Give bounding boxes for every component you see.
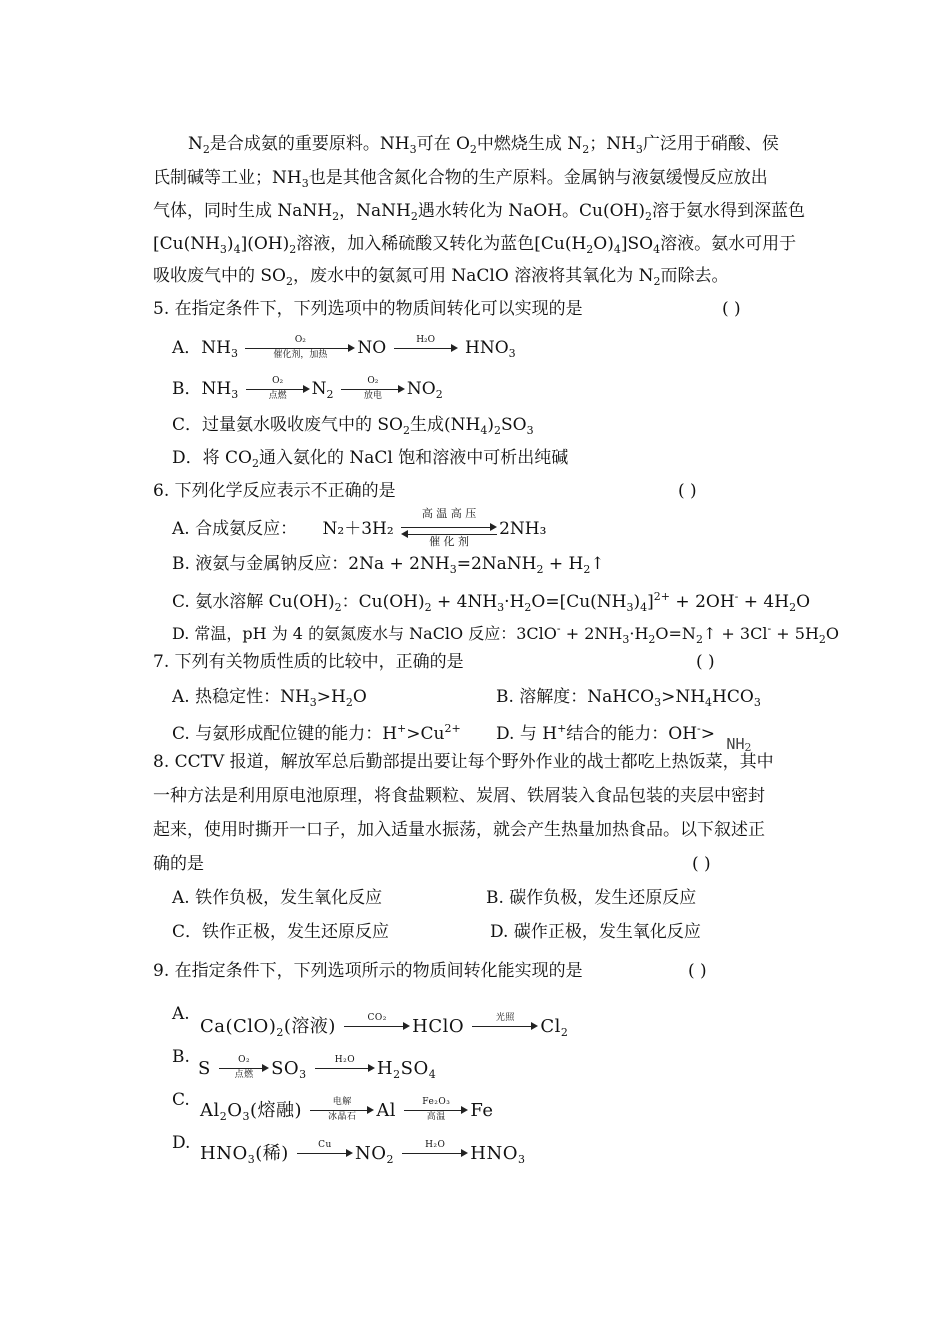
passage-line-3: 气体，同时生成 NaNH$_2$，NaNH$_2$遇水转化为 NaOH。$Cu(OH)_2$溶于氨水得到深蓝色: [153, 201, 806, 223]
q5-option-b: B．$NH_3$ O₂ 点燃 $N_2$ O₂ 放电 $NO_2$: [172, 375, 443, 401]
arrow: 光照: [472, 1016, 538, 1038]
q6-option-a: A. 合成氨反应： N₂＋3H₂ 高 温 高 压 催 化 剂 2NH₃: [172, 506, 547, 548]
q7-option-d: D. 与 H+结合的能力：$OH^-> NH_2$: [496, 722, 752, 754]
q7-option-a: A. 热稳定性：$NH_3>H_2O$: [172, 687, 367, 709]
arrow: H₂O: [402, 1143, 468, 1165]
arrow: H₂O: [315, 1058, 375, 1080]
q6-stem: 6. 下列化学反应表示不正确的是: [153, 481, 396, 501]
q9-option-d-label: D.: [172, 1133, 191, 1153]
q8-line-3: 起来，使用时撕开一口子，加入适量水振荡，就会产生热量加热食品。以下叙述正: [153, 820, 765, 840]
q5-stem: 5. 在指定条件下，下列选项中的物质间转化可以实现的是: [153, 299, 583, 319]
passage-line-4: $[Cu(NH_3)_4](OH)_2$溶液，加入稀硫酸又转化为蓝色$[Cu(H_2O)_4]SO_4$溶液。氨水可用于: [153, 234, 797, 256]
q9-stem: 9. 在指定条件下，下列选项所示的物质间转化能实现的是: [153, 961, 583, 981]
q7-stem: 7. 下列有关物质性质的比较中，正确的是: [153, 652, 464, 672]
passage-line-5: 吸收废气中的 $SO_2$，废水中的氨氮可用 NaClO 溶液将其氧化为 $N_2$而除去。: [153, 266, 729, 288]
q8-line-1: 8. CCTV 报道，解放军总后勤部提出要让每个野外作业的战士都吃上热饭菜，其中: [153, 752, 774, 772]
q9-option-b-label: B.: [172, 1047, 190, 1067]
q9-option-d: $HNO_3$(稀) Cu $NO_2$ H₂O $HNO_3$: [200, 1140, 526, 1166]
q9-answer-paren: ( ): [688, 961, 707, 981]
q6-option-b: B. 液氨与金属钠反应：$2Na + 2NH_3=2NaNH_2$ + $H_2↑$: [172, 554, 605, 576]
q7-option-b: B. 溶解度：$NaHCO_3>NH_4HCO_3$: [496, 687, 761, 709]
q9-option-a-label: A.: [172, 1004, 190, 1024]
q9-option-c: $Al_2O_3$(熔融) 电解 冰晶石 Al Fe₂O₃ 高温 Fe: [200, 1097, 494, 1123]
arrow: Cu: [297, 1143, 353, 1165]
q5-option-a: A．$NH_3$ O₂ 催化剂，加热 NO H₂O $HNO_3$: [172, 334, 516, 360]
passage-line-1: $N_2$是合成氨的重要原料。$NH_3$可在 $O_2$中燃烧生成 $N_2$；$NH_3$广泛用于硝酸、侯: [188, 134, 779, 156]
q7-option-c: C. 与氨形成配位键的能力：$H^+>Cu^{2+}$: [172, 722, 461, 744]
q8-line-2: 一种方法是利用原电池原理，将食盐颗粒、炭屑、铁屑装入食品包装的夹层中密封: [153, 786, 765, 806]
passage-line-2: 氏制碱等工业；$NH_3$也是其他含氮化合物的生产原料。金属钠与液氨缓慢反应放出: [153, 168, 768, 190]
arrow: 电解 冰晶石: [310, 1100, 374, 1122]
q6-option-d: D. 常温，pH 为 4 的氨氮废水与 NaClO 反应：$3ClO^- + 2NH_3\cdot H_2O=N_2↑ + 3Cl^- + 5H_2O$: [172, 622, 840, 646]
q5-answer-paren: ( ): [722, 299, 741, 319]
q9-option-c-label: C.: [172, 1090, 190, 1110]
q8-option-b: B. 碳作负极，发生还原反应: [486, 888, 697, 908]
reversible-arrow: 高 温 高 压 催 化 剂: [401, 517, 497, 539]
arrow: O₂ 放电: [341, 379, 405, 401]
q6-option-c: C. 氨水溶解 $Cu(OH)_2$：$Cu(OH)_2 + 4NH_3\cdot H_2O=[Cu(NH_3)_4]^{2+} + 2OH^- + 4H_2O$: [172, 590, 811, 614]
arrow: CO₂: [344, 1016, 410, 1038]
q8-option-d: D. 碳作正极，发生氧化反应: [490, 922, 701, 942]
arrow: O₂ 催化剂，加热: [245, 338, 355, 360]
q8-option-c: C．铁作正极，发生还原反应: [172, 922, 390, 942]
arrow: Fe₂O₃ 高温: [404, 1100, 468, 1122]
arrow: H₂O: [394, 338, 458, 360]
q8-option-a: A. 铁作负极，发生氧化反应: [172, 888, 383, 908]
arrow: O₂ 点燃: [219, 1058, 269, 1080]
q6-answer-paren: ( ): [678, 481, 697, 501]
arrow: O₂ 点燃: [246, 379, 310, 401]
q7-answer-paren: ( ): [696, 652, 715, 672]
q8-line-4: 确的是: [153, 854, 204, 874]
q8-answer-paren: ( ): [692, 854, 711, 874]
q9-option-b: S O₂ 点燃 $SO_3$ H₂O $H_2SO_4$: [198, 1055, 437, 1081]
q5-option-d: D．将 $CO_2$通入氨化的 NaCl 饱和溶液中可析出纯碱: [172, 448, 569, 470]
q9-option-a: $Ca(ClO)_2$(溶液) CO₂ HClO 光照 $Cl_2$: [200, 1013, 569, 1039]
q5-option-c: C．过量氨水吸收废气中的 $SO_2$生成$(NH_4)_2SO_3$: [172, 415, 534, 437]
